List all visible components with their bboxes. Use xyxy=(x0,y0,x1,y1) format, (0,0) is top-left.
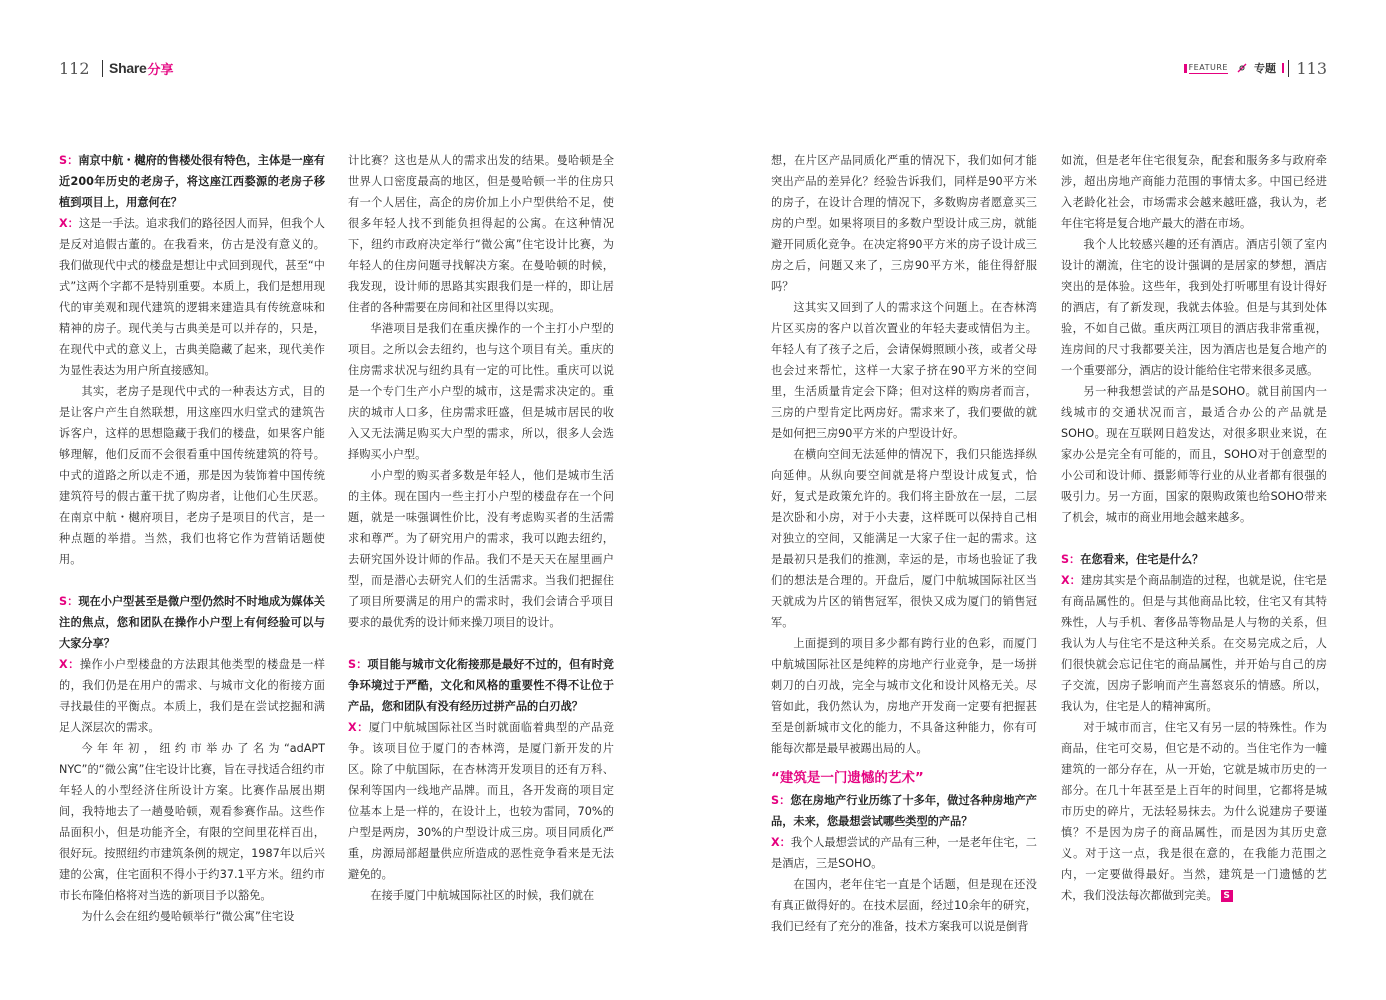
section-title: 专题 xyxy=(1253,62,1276,75)
body-paragraph: 想，在片区产品同质化严重的情况下，我们如何才能突出产品的差异化？经验告诉我们，同样是90平方米的房子，在设计合理的情况下，多数购房者愿意买三房的户型。如果将项目的多数户型设计成三房，就能避开同质化竞争。在决定将90平方米的房子设计成三房之后，问题又来了，三房90平方米，能住得舒服吗？ xyxy=(771,154,1037,293)
body-paragraph: 在横向空间无法延伸的情况下，我们只能选择纵向延伸。从纵向要空间就是将户型设计成复式，恰好，复式是政策允许的。我们将主卧放在一层，二层是次卧和小房，对于小夫妻，这样既可以保持自己相对独立的空间，又能满足一大家子住一起的需求。这是最初只是我们的推测，幸运的是，市场也验证了我们的想法是合理的。开盘后，厦门中航城国际社区当天就成为片区的销售冠军，很快又成为厦门的销售冠军。 xyxy=(771,448,1037,629)
body-paragraph: 今年年初，纽约市举办了名为“adAPT NYC”的“微公寓”住宅设计比赛，旨在寻找适合纽约市年轻人的小型经济住所设计方案。比赛作品展出期间，我特地去了一趟曼哈顿，观看参赛作品。这些作品面积小，但是功能齐全，有限的空间里花样百出，很好玩。按照纽约市建筑条例的规定，1987年以后兴建的公寓，住宅面积不得小于约37.1平方米。纽约市市长布隆伯格将对当选的新项目予以豁免。 xyxy=(59,742,325,902)
question-paragraph: S：在您看来，住宅是什么？ xyxy=(1061,553,1204,566)
body-paragraph: 在接手厦门中航城国际社区的时候，我们就在 xyxy=(370,889,595,902)
body-paragraph: 在国内，老年住宅一直是个话题，但是现在还没有真正做得好的。在技术层面，经过10余年的研究，我们已经有了充分的准备，技术方案我可以说是倒背 xyxy=(771,878,1037,933)
interviewer-label: S： xyxy=(59,595,79,608)
feature-marker xyxy=(1184,64,1187,73)
answer-paragraph: X：操作小户型楼盘的方法跟其他类型的楼盘是一样的，我们仍是在用户的需求、与城市文化的衔接方面寻找最佳的平衡点。本质上，我们是在尝试挖掘和满足人深层次的需求。 xyxy=(59,658,325,734)
body-paragraph: 华港项目是我们在重庆操作的一个主打小户型的项目。之所以会去纽约，也与这个项目有关。重庆的住房需求状况与纽约具有一定的可比性。重庆可以说是一个专门生产小户型的城市，这是需求决定的。重庆的城市人口多，住房需求旺盛，但是城市居民的收入又无法满足购买大户型的需求，所以，很多人会选择购买小户型。 xyxy=(348,322,614,461)
interviewee-label: X： xyxy=(59,658,80,671)
interviewee-label: X： xyxy=(771,836,791,849)
answer-paragraph: X：这是一手法。追求我们的路径因人而异，但我个人是反对追假古董的。在我看来，仿古是没有意义的。我们做现代中式的楼盘是想让中式回到现代，甚至“中式”这两个字都不是特别重要。本质上，我们是想用现代的审美观和现代建筑的逻辑来建造具有传统意味和精神的房子。现代美与古典美是可以并存的，只是，在现代中式的意义上，古典美隐藏了起来，现代美作为显性表达为用户所直接感知。 xyxy=(59,217,325,377)
interviewee-label: X： xyxy=(1061,574,1081,587)
text-column-2 xyxy=(348,150,614,906)
interviewer-label: S： xyxy=(59,154,79,167)
text-column-4 xyxy=(1061,150,1327,906)
interviewee-label: X： xyxy=(348,721,369,734)
body-paragraph: 小户型的购买者多数是年轻人，他们是城市生活的主体。现在国内一些主打小户型的楼盘存在一个问题，就是一味强调性价比，没有考虑购买者的生活需求和尊严。为了研究用户的需求，我可以跑去纽约，去研究国外设计师的作品。我们不是天天在屋里画户型，而是潜心去研究人们的生活需求。当我们把握住了项目所要满足的用户的需求时，我们会请合乎项目要求的最优秀的设计师来操刀项目的设计。 xyxy=(348,469,614,629)
body-paragraph: 另一种我想尝试的产品是SOHO。就目前国内一线城市的交通状况而言，最适合办公的产品就是SOHO。现在互联网日趋发达，对很多职业来说，在家办公是完全有可能的，而且，SOHO对于创意型的小公司和设计师、摄影师等行业的从业者都有很强的吸引力。另一方面，国家的限购政策也给SOHO带来了机会，城市的商业用地会越来越多。 xyxy=(1061,385,1327,524)
question-paragraph: S：项目能与城市文化衔接那是最好不过的，但有时竞争环境过于严酷，文化和风格的重要性不得不让位于产品，您和团队有没有经历过拼产品的白刃战？ xyxy=(348,658,614,713)
question-paragraph: S：您在房地产行业历练了十多年，做过各种房地产产品，未来，您最想尝试哪些类型的产品？ xyxy=(771,794,1037,828)
folio-right xyxy=(1184,58,1327,78)
sparkle-icon xyxy=(1237,63,1247,73)
interviewee-label: X： xyxy=(59,217,79,230)
section-accent-bar xyxy=(1282,63,1284,73)
right-page-number: 113 xyxy=(1296,58,1327,78)
answer-paragraph: X：厦门中航城国际社区当时就面临着典型的产品竞争。该项目位于厦门的杏林湾，是厦门新开发的片区。除了中航国际，在杏林湾开发项目的还有万科、保利等国内一线地产品牌。而且，各开发商的项目定位基本上是一样的，在设计上，也较为雷同，70%的户型是两房，30%的户型设计成三房。项目同质化严重，房源局部超量供应所造成的恶性竞争看来是无法避免的。 xyxy=(348,721,614,881)
interviewer-label: S： xyxy=(1061,553,1081,566)
pull-quote-heading: “建筑是一门遗憾的艺术” xyxy=(771,770,924,786)
body-paragraph: 其实，老房子是现代中式的一种表达方式，目的是让客户产生自然联想，用这座四水归堂式的建筑告诉客户，这样的思想隐藏于我们的楼盘，如果客户能够理解，他们反而不会很看重中国传统建筑的符号。中式的道路之所以走不通，那是因为装饰着中国传统建筑符号的假古董干扰了购房者，让他们心生厌恶。在南京中航・樾府项目，老房子是项目的代言，是一种点题的举措。当然，我们也将它作为营销话题使用。 xyxy=(59,385,325,566)
body-paragraph: 为什么会在纽约曼哈顿举行“微公寓”住宅设 xyxy=(81,910,295,923)
feature-label: FEATURE xyxy=(1188,62,1228,72)
body-paragraph: 上面提到的项目多少都有跨行业的色彩，而厦门中航城国际社区是纯粹的房地产行业竞争，是一场拼刺刀的白刃战，完全与城市文化和设计风格无关。尽管如此，我仍然认为，房地产开发商一定要有把握甚至是创新城市文化的能力，不具备这种能力，你有可能每次都是最早被踢出局的人。 xyxy=(771,637,1037,755)
body-paragraph: 这其实又回到了人的需求这个问题上。在杏林湾片区买房的客户以首次置业的年轻夫妻或情侣为主。年轻人有了孩子之后，会请保姆照顾小孩，或者父母也会过来帮忙，这样一大家子挤在90平方米的空间里，生活质量肯定会下降；但对这样的购房者而言，三房的户型肯定比两房好。需求来了，我们要做的就是如何把三房90平方米的户型设计好。 xyxy=(771,301,1037,440)
folio-left xyxy=(59,58,173,78)
interviewer-label: S： xyxy=(771,794,791,807)
question-paragraph: S：现在小户型甚至是微户型仍然时不时地成为媒体关注的焦点，您和团队在操作小户型上有何经验可以与大家分享？ xyxy=(59,595,325,650)
question-paragraph: S：南京中航・樾府的售楼处很有特色，主体是一座有近200年历史的老房子，将这座江西婺源的老房子移植到项目上，用意何在？ xyxy=(59,154,325,209)
folio-divider xyxy=(102,60,104,77)
text-column-1 xyxy=(59,150,325,927)
left-page-number: 112 xyxy=(59,58,90,78)
end-of-article-mark: S xyxy=(1221,890,1233,902)
answer-paragraph: X：建房其实是个商品制造的过程，也就是说，住宅是有商品属性的。但是与其他商品比较，住宅又有其特殊性，人与手机、奢侈品等物品是人与物的关系，但我认为人与住宅不是这种关系。在交易完成之后，人们很快就会忘记住宅的商品属性，并开始与自己的房子交流，因房子影响而产生喜怒哀乐的情感。所以，我认为，住宅是人的精神寓所。 xyxy=(1061,574,1327,713)
body-paragraph: 我个人比较感兴趣的还有酒店。酒店引领了室内设计的潮流，住宅的设计强调的是居家的梦想，酒店突出的是体验。这些年，我到处打听哪里有设计得好的酒店，有了新发现，我就去体验。但是与其到处体验，不如自己做。重庆两江项目的酒店我非常重视，连房间的尺寸我都要关注，因为酒店也是复合地产的一个重要部分，酒店的设计能给住宅带来很多灵感。 xyxy=(1061,238,1327,377)
body-paragraph: 对于城市而言，住宅又有另一层的特殊性。作为商品，住宅可交易，但它是不动的。当住宅作为一幢建筑的一部分存在，从一开始，它就是城市历史的一部分。在几十年甚至是上百年的时间里，它都将是城市历史的碎片，无法轻易抹去。为什么说建房子要谨慎？不是因为房子的商品属性，而是因为其历史意义。对于这一点，我是很在意的，在我能力范围之内，一定要做得最好。当然，建筑是一门遗憾的艺术，我们没法每次都做到完美。 S xyxy=(1061,721,1327,902)
text-column-3 xyxy=(771,150,1037,937)
brand-logo-en: Share xyxy=(109,60,147,76)
body-paragraph: 计比赛？这也是从人的需求出发的结果。曼哈顿是全世界人口密度最高的地区，但是曼哈顿一半的住房只有一个人居住，高企的房价加上小户型供给不足，使很多年轻人找不到能负担得起的公寓。在这种情况下，纽约市政府决定举行“微公寓”住宅设计比赛，为年轻人的住房问题寻找解决方案。在曼哈顿的时候，我发现，设计师的思路其实跟我们是一样的，即让居住者的各种需要在房间和社区里得以实现。 xyxy=(348,154,614,314)
answer-paragraph: X：我个人最想尝试的产品有三种，一是老年住宅，二是酒店，三是SOHO。 xyxy=(771,836,1037,870)
interviewer-label: S： xyxy=(348,658,368,671)
folio-divider-right xyxy=(1288,60,1290,77)
brand-logo-cn: 分享 xyxy=(147,62,174,78)
body-paragraph: 如流，但是老年住宅很复杂，配套和服务多与政府牵涉，超出房地产商能力范围的事情太多。中国已经进入老龄化社会，市场需求会越来越旺盛，我认为，老年住宅将是复合地产最大的潜在市场。 xyxy=(1061,154,1327,230)
